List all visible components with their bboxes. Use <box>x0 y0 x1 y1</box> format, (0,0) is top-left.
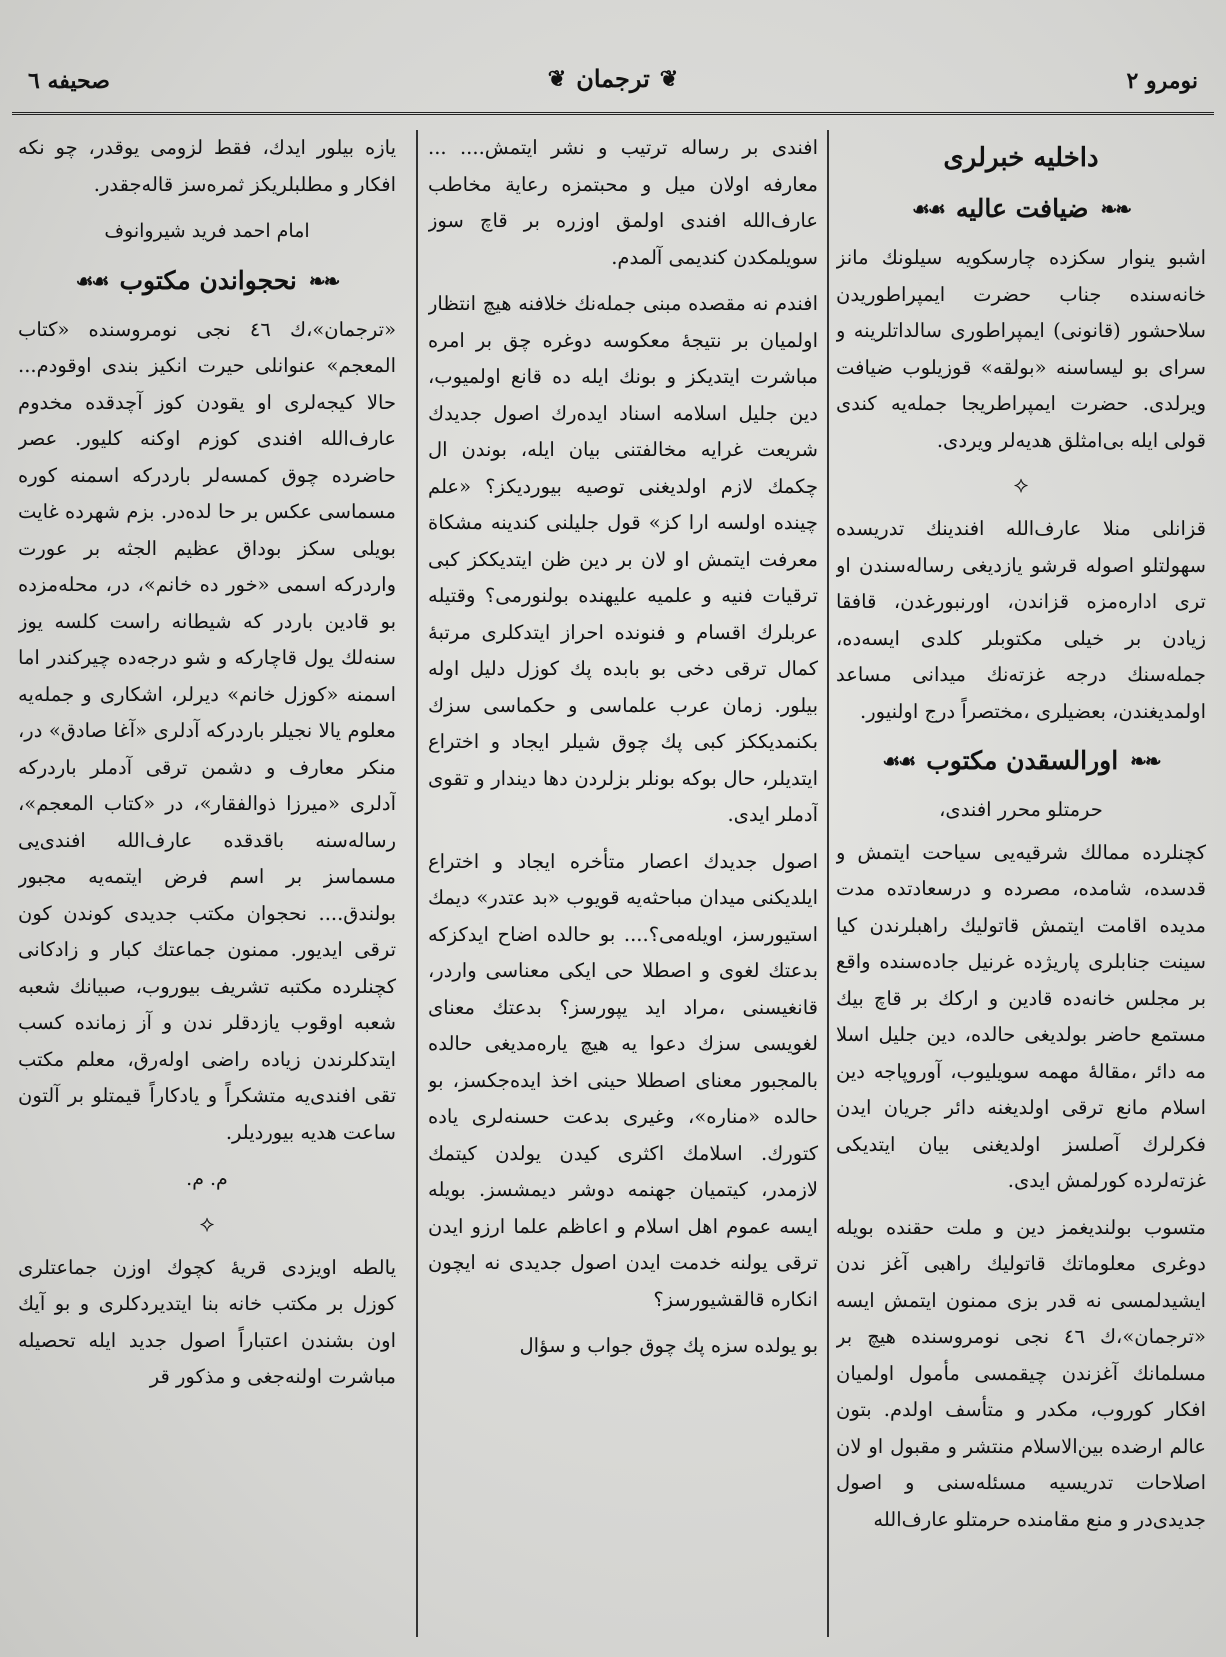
article-paragraph: اشبو ینوار سکزده چارسکویه سیلونك مانز خانه‌سنده جناب حضرت ایمپراطوریدن سلاحشور (قانونی) ایمپراطوری سالداتلرینه و سرای بو لیساسنه «بولقه» قوزیلوب ضیافت ویرلدی. حضرت ایمپراطریجا جمله‌یه کندی قولی ایله بی‌امثلق هدیه‌لر ویردی. <box>836 246 1206 452</box>
issue-number: نومرو ۲ <box>1126 68 1198 94</box>
left-column <box>18 130 396 1637</box>
masthead <box>548 64 678 93</box>
article-paragraph: متسوب بولندیغمز دین و ملت حقنده بویله دوغری معلوماتك قاتولیك راهبی آغز ندن ایشیدلمسی نه قدر بزی ممنون ایتمش ایسه «ترجمان»،ك ٤٦ نجی نومروسنده هیچ بر مسلمانك آغزندن چیقمسی مأمول اولمیان افکار کوروب، مکدر و متأسف اولدم. بتون عالم ارضده بین‌الاسلام منتشر و مقبول او لان اصلاحات تدریسیه مسئله‌سنی و اصول جدیدی‌در و منع مقامنده حرمتلو عارف‌الله <box>836 1215 1206 1531</box>
ornament-icon: ❦ <box>547 65 567 92</box>
masthead-title: ترجمان <box>576 64 650 93</box>
header-rule <box>12 112 1214 115</box>
article-paragraph: یالطه اویزدی قریهٔ کچوك اوزن جماعتلری کوزل بر مکتب خانه بنا ایتدیردکلری و بو آیك اون بشندن اعتباراً اصول جدید ایله تحصیله مباشرت اولنه‌جغی و مذکور قر <box>18 1255 396 1388</box>
article-paragraph: افندی بر رساله ترتیب و نشر ایتمش.... ... معارفه اولان میل و محبتمزه رعایة مخاطب عارف‌الله افندی اولمق اوزره بر قاچ سوز سویلمکدن کندیمی آلمدم. <box>428 136 818 269</box>
middle-column <box>428 130 818 1637</box>
ornament-icon: ❦ <box>659 65 679 92</box>
fleuron-icon: ☙☙ <box>75 268 108 293</box>
article-paragraph: بو یولده سزه پك چوق جواب و سؤال <box>519 1334 818 1357</box>
article-heading: ❧❧ ضیافت عالیه ☙☙ <box>836 188 1206 230</box>
fleuron-icon: ❧❧ <box>1130 749 1160 773</box>
article-paragraph: قزانلی منلا عارف‌الله افندینك تدریسده سهولتلو اصوله قرشو یازدیغی رساله‌سندن او تری اداره‌مزه قزاندن، اورنبورغدن، قافقا زیادن بر خیلی مکتوبلر کلدی ایسه‌ده، جمله‌سنك درجه غزته‌نك میدانی مساعد اولمدیغندن، بعضیلری ،مختصراً درج اولنیور. <box>836 517 1206 723</box>
separator-icon: ⟡ <box>199 1211 215 1237</box>
article-paragraph: «ترجمان»،ك ٤٦ نجی نومروسنده «کتاب المعجم» عنوانلی حیرت انکیز بندی اوقودم... حالا کیجه‌لری او یقودن کوز آچدقده مخدوم عارف‌الله افندی کوزم اوکنه کلیور. عصر حاضرده چوق کمسه‌لر باردرکه اسمنه کوره مسماسی عکس بر حا لده‌در. بزم شهرده غایت بویلی سکز بوداق عظیم الجثه بر عورت واردرکه اسمی «خور ده خانم»، در، محله‌مزده بو قادین باردر که شیطانه راست کلسه یوز سنه‌لك یول قاچارکه و شو درجه‌ده چیرکندر اما اسمنه «کوزل خانم» دیرلر، اشکاری و جمله‌یه معلوم یالا نجیلر باردرکه آدلری «آغا صادق» در، منکر معارف و دشمن ترقی آدملر باردرکه آدلری «میرزا ذوالفقار»، در «کتاب المعجم»، رساله‌سنه باقدقده عارف‌الله افندی‌یی مسماسز بر اسم فرض ایتمه‌یه مجبور بولندق.... نحجوان مکتب جدیدی کوندن کون ترقی ایدیور. ممنون جماعتك کبار و زادکانی کچنلرده مکتبه تشریف بیوروب، صبیانك شعبه شعبه اوقوب یازدقلر ندن و آز زمانده کسب ایتدکلرندن زیاده راضی اوله‌رق، معلم مکتب تقی افندی‌یه متشکراً و یادکاراً قیمتلو بر آلتون ساعت هدیه بیوردیلر. <box>18 317 396 1144</box>
article-heading: ❧❧ اورالسقدن مکتوب ☙☙ <box>836 740 1206 782</box>
separator-icon: ⟡ <box>1013 473 1029 498</box>
article-paragraph: اصول جدیدك اعصار متأخره ایجاد و اختراع ایلدیکنی میدان مباحثه‌یه قویوب «بد عتدر» دیمك استیورسز، اویله‌می؟.... بو حالده اضاح ایدکزکه بدعتك لغوی و اصطلا حی ایکی معناسی واردر، قانغیسنی ،مراد اید یپورسز؟ بدعتك معنای لغویسی سزك دعوا یه هیچ یاره‌مدیغی حالده بالمجبور معنای اصطلا حینی اخذ ایده‌جکسز، بو حالده «مناره»، وغیری بدعت حسنه‌لری یاده کتورك. اسلامك اکثری کیدن یولدن کیتمك لازمدر، کیتمیان جهنمه دوشر دیمشسز. بویله ایسه عموم اهل اسلام و اعاظم علما ارزو ایدن ترقی یولنه خدمت ایدن اصول جدیدی نه ایچون انکاره قالقشیورسز؟ <box>428 849 818 1311</box>
fleuron-icon: ☙☙ <box>911 197 944 221</box>
article-paragraph: یازه بیلور ایدك، فقط لزومی یوقدر، چو نکه افکار و مطلبلریکز ثمره‌سز قاله‌جقدر. <box>18 136 396 196</box>
right-column <box>836 130 1206 1637</box>
article-paragraph: افندم نه مقصده مبنی جمله‌نك خلافنه هیچ انتظار اولمیان بر نتیجهٔ معکوسه دوغره چق بر امره مباشرت ایتدیکز و بونك ایله ده قانع اولمیوب، دین جلیل اسلامه اسناد ایده‌رك اصول جدیدك شریعت غرایه مخالفتنی بیان ایله، بوندن ال چکمك لازم اولدیغنی توصیه بیوردیکز؟ «علم چینده اولسه ارا کز» قول جلیلنی کندینه مشکاة معرفت ایتمش او لان بر دین ظن ایتدیککز کبی ترقیات فنیه و علمیه علیهنده بولنورمی؟ وقتیله عربلرك اقسام و فنونده احراز ایتدکلری مرتبهٔ کمال ترقی دخی بو بابده پك کوزل دلیل اوله بیلور. زمان عرب علماسی و حکماسی سزك بکنمدیککز کبی پك چوق شیلر ایجاد و اختراع ایتدیلر، حال بوکه بونلر بزلردن دها دیندار و تقوی آدملر ایدی. <box>428 292 818 826</box>
fleuron-icon: ❧❧ <box>1100 197 1131 221</box>
page-number: صحیفه ٦ <box>28 68 110 94</box>
signature: م. م. <box>186 1168 228 1190</box>
column-divider <box>827 130 829 1637</box>
column-divider <box>416 130 418 1637</box>
article-paragraph: کچنلرده ممالك شرقیه‌یی سیاحت ایتمش و قدسده، شامده، مصرده و درسعادتده مدت مدیده اقامت ایتمش قاتولیك راهبلرندن کیا سینت جنابلری پاریژده غرنیل جاده‌سنده واقع بر مجلس خانه‌ده قادین و ارکك بر قاچ بیك مستمع حاضر بولدیغی حالده، دین جلیل اسلا مه دائر ،مقالهٔ مهمه سویلیوب، آوروپاجه دین اسلام مانع ترقی اولدیغنه دائر جریان ایدن فکرلرك آصلسز اولدیغنی بیان ایتدیکی غزته‌لرده کورلمش ایدی. <box>836 840 1206 1192</box>
salutation: حرمتلو محرر افندی، <box>939 798 1103 821</box>
fleuron-icon: ☙☙ <box>882 749 915 773</box>
page-header <box>18 58 1208 118</box>
section-title: داخلیه خبرلری <box>943 143 1099 173</box>
fleuron-icon: ❧❧ <box>308 268 339 293</box>
article-heading: ❧❧ نحجواندن مکتوب ☙☙ <box>18 260 396 302</box>
signature: امام احمد فرید شیروانوف <box>104 220 310 242</box>
